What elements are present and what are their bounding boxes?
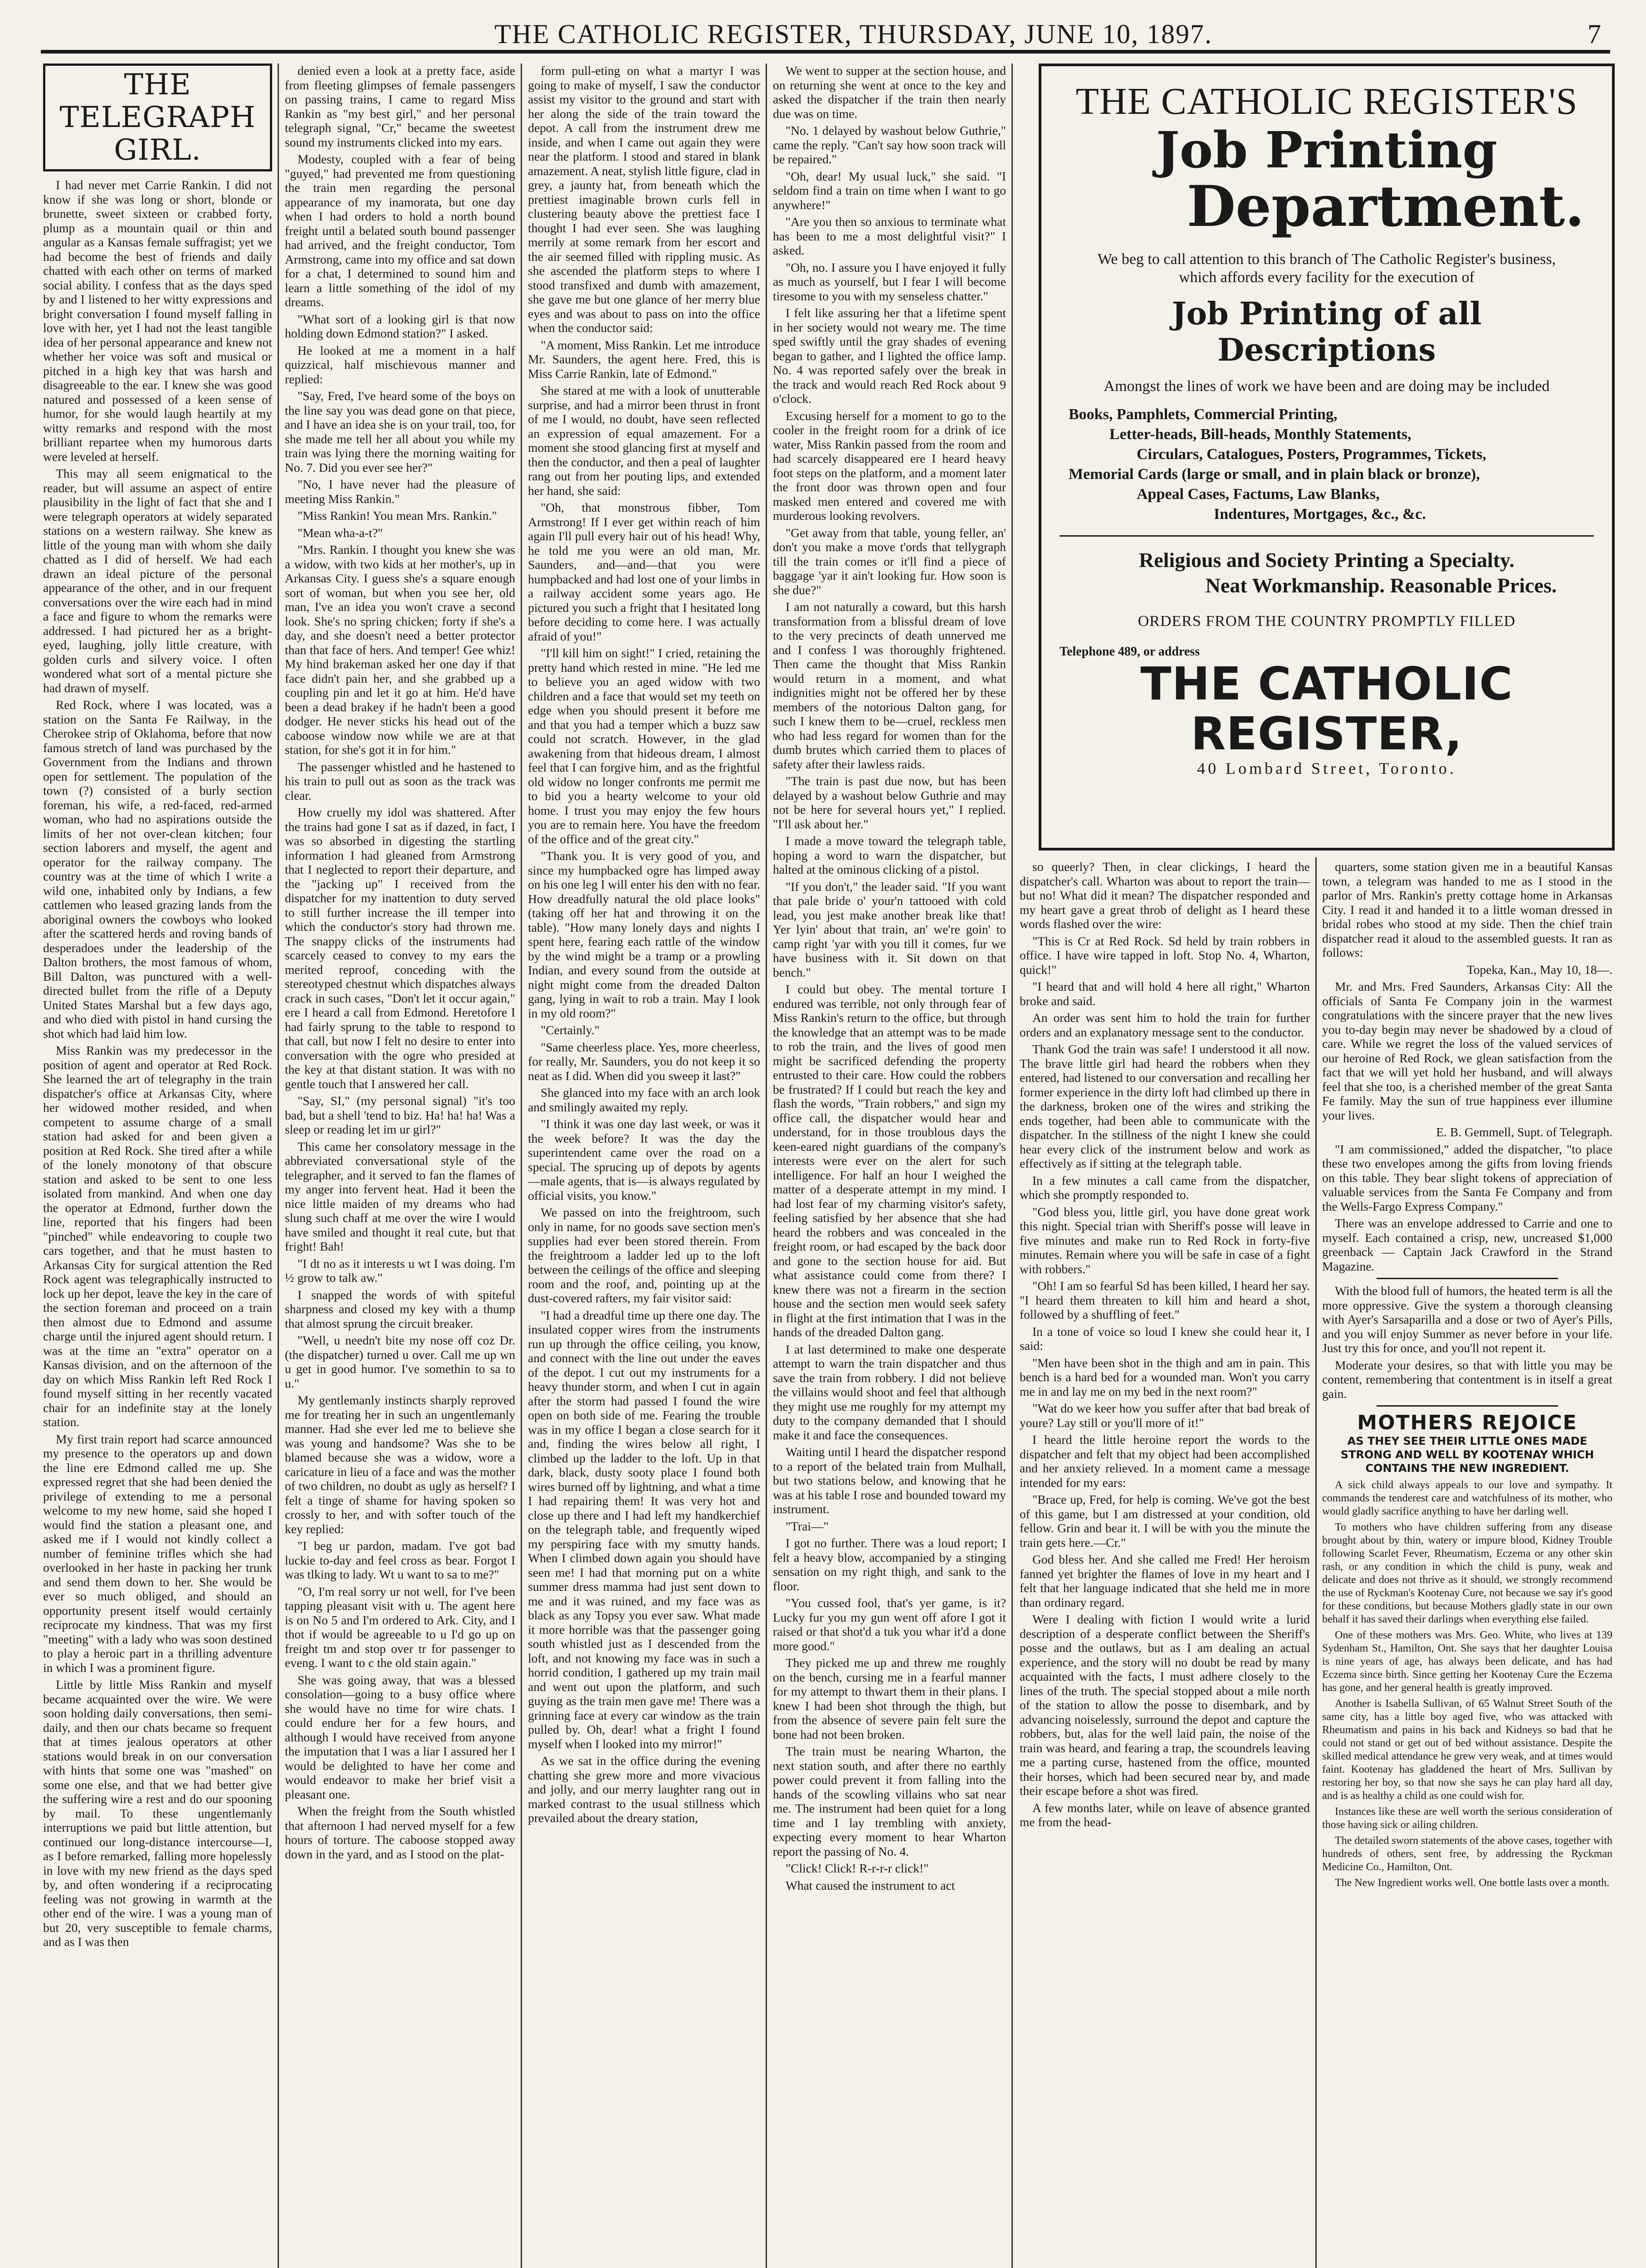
story-paragraph: form pull-eting on what a martyr I was going to make of myself, I saw the conductor assist my visitor to the ground and start with her along the side of the train toward the depot. A call from the instrument drew me inside, and when I came out again they were near the platform. I stood and stared in blank amazement. A neat, stylish little figure, clad in grey, a jaunty hat, from beneath which the prettiest imaginable brown curls fell in clustering beauty above the prettiest face I thought I had ever seen. She was laughing merrily at some remark from her escort and the air seemed filled with rippling music. As she ascended the platform steps to where I stood transfixed and dumb with amazement, she gave me but one glance of her merry blue eyes and was about to pass on into the office when the conductor said: [528,64,760,335]
ad-title-line3: Department. [1187,174,1585,240]
job-printing-ad [1039,64,1615,850]
story-paragraph: quarters, some station given me in a beautiful Kansas town, a telegram was handed to me as I stood in the parlor of Mrs. Rankin's pretty cottage home in Arkansas City. I read it and handed it to a little woman dressed in bridal robes who stood at my side. Then the chief train dispatcher read it aloud to the assembled guests. It ran as follows: [1322,860,1612,959]
story-paragraph: "I dt no as it interests u wt I was doing. I'm ½ grow to talk aw." [285,1256,515,1285]
masthead [41,9,1610,54]
story-paragraph: My gentlemanly instincts sharply reproved me for treating her in such an ungentlemanly manner. Had she ever led me to believe she was young and handsome? Was she to be blamed because she was a widow, wore a caricature in lieu of a face and was the mother of two children, no doubt as ugly as herself? I felt a tinge of shame for having spoken so crossly to her, and with softer touch of the key replied: [285,1393,515,1536]
story-paragraph: "I had a dreadful time up there one day. The insulated copper wires from the instruments run up through the office ceiling, you know, and connect with the line out under the eaves of the depot. I cut out my instruments for a heavy thunder storm, and when I cut in again after the storm had passed I found the wire open on both side of me. Fearing the trouble was in my office I began a close search for it and, finding the wires below all right, I climbed up the ladder to the loft. Up in that dark, black, dusty sooty place I found both wires burned off by lightning, and what a time I had repairing them! It was very hot and close up there and I had left my handkerchief on the telegraph table, and frequently wiped my perspiring face with my smutty hands. When I climbed down again you should have seen me! I had that morning put on a white summer dress mamma had just sent down to me and it was ruined, and my face was as black as any Topsy you ever saw. What made it more horrible was that the passenger going south whistled just as I descended from the loft, and not knowing my face was in such a horrid condition, I gathered up my train mail and went out upon the platform, and such guying as the train men gave me! There was a grinning face at every car window as the train pulled by. Oh, dear! what a fright I found myself when I looked into my mirror!" [528,1308,760,1751]
story-paragraph: She was going away, that was a blessed consolation—going to a busy office where she would have no time for wire chats. I could endure her for a few hours, and although I would have received from anyone the imputation that I was a liar I assured her I would be delighted to have her come and would endeavor to make her brief visit a pleasant one. [285,1672,515,1801]
ad-neat: Neat Workmanship. Reasonable Prices. [1205,574,1557,597]
story-paragraph: "God bless you, little girl, you have done great work this night. Special trian with Sheriff's posse will leave in five minutes and make run to Red Rock in forty-five minutes. Remain where you will be safe in case of a fight with robbers." [1020,1204,1310,1276]
story-paragraph: "The train is past due now, but has been delayed by a washout below Guthrie and may not be here for several hours yet," I replied. "I'll ask about her." [773,774,1006,831]
story-paragraph: This came her consolatory message in the abbreviated conversational style of the telegrapher, and it served to fan the flames of my anger into fervent heat. Had it been the nice little maiden of my dreams who had slung such chaff at me over the wire I would have smiled and thought it real cute, but that fright! Bah! [285,1139,515,1253]
story-paragraph: I heard the little heroine report the words to the dispatcher and felt that my object had been accomplished and her anxiety relieved. In a moment came a message intended for my ears: [1020,1432,1310,1490]
story-paragraph: "No. 1 delayed by washout below Guthrie," came the reply. "Can't say how soon track will be repaired." [773,123,1006,166]
section-divider [1377,1278,1558,1279]
story-paragraph: so queerly? Then, in clear clickings, I heard the dispatcher's call. Wharton was about to report the train—but no! What did it mean? The dispatcher responded and my heart gave a great throb of delight as I heard these words flashed over the wire: [1020,860,1310,931]
story-paragraph: denied even a look at a pretty face, aside from fleeting glimpses of female passengers on passing trains, I came to regard Miss Rankin as "my best girl," and her personal telegraph signal, "Cr," became the sweetest sound my instruments clicked into my ears. [285,64,515,149]
story-paragraph: "Mean wha-a-t?" [298,525,383,540]
story-paragraph: "Say, SI," (my personal signal) "it's too bad, but a shell 'tend to biz. Ha! ha! ha! Was a sleep or reading let im ur girl?" [285,1094,515,1136]
column-rule [1011,64,1013,2268]
ad-title-line1: THE CATHOLIC REGISTER'S [1075,80,1578,122]
story-paragraph: "O, I'm real sorry ur not well, for I've been tapping pleasant visit with u. The agent here is on No 5 and I'm ordered to Ark. City, and I thot if would be agreeable to u I'd go up on freight tm and stop over tr for passenger to eveng. I want to c the old stain again." [285,1584,515,1670]
story-paragraph: My first train report had scarce announced my presence to the operators up and down the line ere Edmond called me up. She expressed regret that she had been denied the privilege of extending to me a personal welcome to my new home, said she hoped I would find the station a pleasant one, and asked me if I would not kindly collect a number of feminine trifles which she had overlooked in her haste in packing her trunk and send them down to her. She would be ever so much obliged, and should an opportunity present itself would certainly reciprocate my kindness. That was my first "meeting" with a lady who was soon destined to play a heroic part in a thrilling adventure in which I was a prominent figure. [43,1432,272,1675]
story-paragraph: What caused the instrument to act [786,1878,955,1892]
story-paragraph: We passed on into the freightroom, such only in name, for no goods save section men's supplies had ever been stored therein. From the freightroom a ladder led up to the loft between the ceilings of the office and sleeping room and the roof, and, pointing up at the dust-covered rafters, my fair visitor said: [528,1205,760,1305]
mothers-headline-block [1322,1411,1612,1475]
story-paragraph: This may all seem enigmatical to the reader, but will assume an aspect of entire plausibility in the light of fact that she and I were telegraph operators at widely separated stations on a western railway. She knew as little of the young man with whom she daily chatted as I did of herself. We had each drawn an ideal picture of the personal appearance of the other, and in our frequent conversations over the wire each had in mind a face and figure to whom the remarks were addressed. I had pictured her as a bright-eyed, laughing, jolly little creature, with golden curls and silvery voice. I often wondered what sort of a mental picture she had drawn of myself. [43,466,272,695]
telegram-dateline: Topeka, Kan., May 10, 18—. [1466,962,1612,977]
filler-paragraph: Moderate your desires, so that with little you may be content, remembering that contentment is in itself a great gain. [1322,1358,1612,1401]
mothers-paragraph: One of these mothers was Mrs. Geo. White, who lives at 139 Sydenham St., Hamilton, Ont. She says that her daughter Louisa is nine years of age, has always been delicate, and has had Eczema since birth. Since getting her Kootenay Cure the Eczema has gone, and her general health is greatly improved. [1322,1629,1612,1694]
story-paragraph: She stared at me with a look of unutterable surprise, and had a mirror been thrust in front of me I would, no doubt, have seen reflected an expression of equal amazement. For a moment she stood glancing first at myself and then the conductor, and then a peal of laughter rang out from her pouting lips, and extended her hand, she said: [528,383,760,498]
ad-religious: Religious and Society Printing a Specialty. [1138,548,1515,572]
story-paragraph: "Get away from that table, young feller, an' don't you make a move t'ords that tellygraph till the train comes or it'll find a piece of baggage 'yar it ain't looking fur. How soon is she due?" [773,525,1006,597]
story-paragraph: An order was sent him to hold the train for further orders and an explanatory message sent to the conductor. [1020,1011,1310,1039]
story-paragraph: I snapped the words of with spiteful sharpness and closed my key with a thump that almost sprung the circuit breaker. [285,1287,515,1330]
story-column-6 [1322,860,1612,2268]
story-paragraph: I at last determined to make one desperate attempt to warn the train dispatcher and thus save the train from robbery. I did not believe the villains would shoot and feel that although they might use me roughly for my attempt my duty to the company demanded that I should make it and face the consequences. [773,1342,1006,1442]
story-paragraph: Thank God the train was safe! I understood it all now. The brave little girl had heard the robbers when they entered, had listened to our conversation and recalling her former experience in the dirty loft had climbed up there in the darkness, broken one of the wires and striking the ends together, had been able to communicate with the dispatcher. In the stillness of the night I knew she could hear every click of the instrument below and work as effectively as if sitting at the telegraph table. [1020,1042,1310,1170]
story-paragraph: A few months later, while on leave of absence granted me from the head- [1020,1800,1310,1829]
story-paragraph: "Miss Rankin! You mean Mrs. Rankin." [298,508,497,523]
story-paragraph: I had never met Carrie Rankin. I did not know if she was long or short, blonde or brunette, sweet sixteen or crabbed forty, plump as a mountain quail or thin and angular as a Kansas female suffragist; yet we had become the best of friends and daily chatted with each other on terms of marked social ability. I confess that as the days sped by and I listened to her witty expressions and bright conversation I found myself falling in love with her, yet I had not the least tangible idea of her personal appearance and knew not whether her voice was soft and musical or pitched in a high key that was harsh and disagreeable to the ear. I knew she was good natured and possessed of a keen sense of humor, for she would laugh heartily at my witty remarks and respond with the most brilliant repartee when my humorous darts were leveled at herself. [43,178,272,464]
column-rule [1315,857,1317,2268]
story-paragraph: Waiting until I heard the dispatcher respond to a report of the belated train from Mulhall, but two stations below, and knowing that he was at his table I rose and bounded toward my instrument. [773,1445,1006,1516]
story-paragraph: "Click! Click! R-r-r-r click!" [786,1861,929,1875]
ad-service-item: Memorial Cards (large or small, and in plain black or bronze), [1069,466,1480,483]
story-paragraph: "Brace up, Fred, for help is coming. We've got the best of this game, but I am distressed at your condition, old fellow. Grin and bear it. I will be with you the minute the train gets here.—Cr." [1020,1492,1310,1549]
mothers-paragraph: To mothers who have children suffering from any disease brought about by thin, watery or impure blood, Kidney Trouble following Scarlet Fever, Rheumatism, Eczema or any other skin rash, or any condition in which the child is puny, weak and delicate and does not thrive as it should, we strongly recommend the use of Ryckman's Kootenay Cure, not because we say it's good for these conditions, but because Mothers gladly state in our own behalf it has saved their darlings when everything else failed. [1322,1521,1612,1625]
story-paragraph: In a tone of voice so loud I knew she could hear it, I said: [1020,1324,1310,1353]
story-paragraph: "Well, u needn't bite my nose off coz Dr. (the dispatcher) turned u over. Call me up wn u get in good humor. I've somethin to sa to u." [285,1333,515,1390]
story-paragraph: There was an envelope addressed to Carrie and one to myself. Each contained a crisp, new, uncreased $1,000 greenback — Captain Jack Crawford in the Strand Magazine. [1322,1216,1612,1273]
story-paragraph: "Oh, that monstrous fibber, Tom Armstrong! If I ever get within reach of him again I'll pull every hair out of his head! Why, he told me you were an old man, Mr. Saunders, and—and—that you were humpbacked and had lost one of your limbs in a railway accident some years ago. He pictured you such a fright that I hesitated long before deciding to come here. I was actually afraid of you!" [528,500,760,643]
mothers-headline: MOTHERS REJOICE [1357,1411,1578,1434]
filler-paragraph: With the blood full of humors, the heated term is all the more oppressive. Give the system a thorough cleansing with Ayer's Sarsaparilla and a dose or two of Ayer's Pills, and you will enjoy Summer as never before in your life. Just try this for once, and you'll not repent it. [1322,1284,1612,1355]
story-paragraph: He looked at me a moment in a half quizzical, half mischievous manner and replied: [285,343,515,386]
story-paragraph: "Oh! I am so fearful Sd has been killed, I heard her say. "I heard them threaten to kill him and heard a shot, followed by a shuffling of feet." [1020,1279,1310,1321]
story-paragraph: "Men have been shot in the thigh and am in pain. This bench is a hard bed for a wounded man. Won't you carry me in and lay me on my bed in the next room?" [1020,1355,1310,1398]
mothers-body [1322,1479,1612,1890]
story-paragraph: "Certainly." [541,1023,600,1037]
story-paragraph: "What sort of a looking girl is that now holding down Edmond station?" I asked. [285,312,515,340]
ad-address: 40 Lombard Street, Toronto. [1197,759,1456,777]
story-paragraph: I got no further. There was a loud report; I felt a heavy blow, accompanied by a stinging sensation on my right thigh, and sank to the floor. [773,1536,1006,1593]
story-paragraph: The passenger whistled and he hastened to his train to pull out as soon as the track was clear. [285,759,515,802]
story-paragraph: "Same cheerless place. Yes, more cheerless, for really, Mr. Saunders, you do not keep it so neat as I did. When did you sweep it last?" [528,1040,760,1083]
story-paragraph: "Say, Fred, I've heard some of the boys on the line say you was dead gone on that piece, and I have an idea she is on your trail, too, for she made me tell her all about you while my train was lying there the morning waiting for No. 7. Did you ever see her?" [285,389,515,474]
story-paragraph: "A moment, Miss Rankin. Let me introduce Mr. Saunders, the agent here. Fred, this is Miss Carrie Rankin, late of Edmond." [528,337,760,381]
story-paragraph: How cruelly my idol was shattered. After the trains had gone I sat as if dazed, in fact, I was so absorbed in digesting the startling information I had gleaned from Armstrong that I neglected to report their departure, and the "jacking up" I received from the dispatcher for my inattention to duty served to still further increase the ill temper into which the conductor's story had thrown me. The snappy clicks of the instruments had scarcely ceased to convey to my ears the merited reproof, conceding with the stereotyped chestnut which dispatches always crack in such cases, "Don't let it occur again," ere I heard a call from Edmond. Heretofore I had fairly sprung to the table to respond to that call, but now I felt no desire to enter into conversation with the ogre who presided at the key at that distant station. It was with no gentle touch that I answered her call. [285,805,515,1091]
story-paragraph: Were I dealing with fiction I would write a lurid description of a desperate conflict between the Sheriff's posse and the outlaws, but as I am dealing an actual experience, and the story will no doubt be read by many acquainted with the facts, I must adhere closely to the lines of the truth. The special stopped about a mile north of the station to allow the posse to disembark, and by advancing noiselessly, surround the depot and capture the robbers, but, alas for the well laid pain, the noise of the train was heard, and fearing a trap, the scoundrels leaving me a parting curse, hastened from the office, mounted their horses, which had been secured near by, and made their escape before a shot was fired. [1020,1612,1310,1798]
ad-paper-name: THE CATHOLIC REGISTER, [1140,657,1513,760]
story-paragraph: "I beg ur pardon, madam. I've got bad luckie to-day and feel cross as bear. Forgot I was tlking to lady. Wt u want to sa to me?" [285,1539,515,1581]
masthead-title: THE CATHOLIC REGISTER, THURSDAY, JUNE 10, 1897. [494,19,1212,49]
story-paragraph: Modesty, coupled with a fear of being "guyed," had prevented me from questioning the train men regarding the personal appearance of my inamorata, but one day when I had orders to hold a north bound freight until a belated south bound passenger had arrived, and the freight conductor, Tom Armstrong, came into my office and sat down for a chat, I determined to sound him and learn a little something of the idol of my dreams. [285,152,515,309]
story-paragraph: "If you don't," the leader said. "If you want that pale bride o' your'n tattooed with cold lead, you jest make another break like that! Yer lyin' about that train, an' we're goin' to camp right 'yar with you till it comes, fur we have business with it. Sit down on that bench." [773,879,1006,979]
story-paragraph: "I'll kill him on sight!" I cried, retaining the pretty hand which rested in mine. "He led me to believe you an aged widow with two children and a face that would set my teeth on edge when you should present it before me and that you had a temper which a buzz saw could not scratch. However, in the glad awakening from that hideous dream, I almost feel that I can forgive him, and as the frightful old widow no longer confronts me permit me to bid you a hearty welcome to your old home. I trust you may enjoy the few hours you are to remain here. You have the freedom of the office and of the great city." [528,646,760,846]
story-column-4 [773,64,1006,2268]
story-paragraph: They picked me up and threw me roughly on the bench, cursing me in a fearful manner for my attempt to thwart them in their plans. I knew I had been shot through the thigh, but from the absence of severe pain felt sure the bone had not been broken. [773,1656,1006,1741]
story-paragraph: "You cussed fool, that's yer game, is it? Lucky fur you my gun went off afore I got it raised or that shot'd a tuk you whar it'd a done more good." [773,1596,1006,1653]
story-paragraph: "I think it was one day last week, or was it the week before? It was the day the superintendent came over the road on a special. The sprucing up of depots by agents—male agents, that is—is always regulated by official visits, you know." [528,1117,760,1202]
column-rule [278,64,279,2268]
story-paragraph: "I am commissioned," added the dispatcher, "to place these two envelopes among the gifts from loving friends on this table. They bear slight tokens of appreciation of valuable services from the Santa Fe Company and from the Wells-Fargo Express Company." [1322,1142,1612,1213]
mothers-paragraph: Instances like these are well worth the serious consideration of those having sick or ailing children. [1322,1806,1612,1831]
mothers-paragraph: A sick child always appeals to our love and sympathy. It commands the tenderest care and watchfulness of its mother, who would gladly sacrifice anything to have her darling well. [1322,1479,1612,1517]
story-paragraph: I am not naturally a coward, but this harsh transformation from a blissful dream of love to the very precincts of death unnerved me and I confess I was thoroughly frightened. Then came the thought that Miss Rankin would return in a moment, and what indignities might not be offered her by these members of the notorious Dalton gang, for such I knew them to be—cruel, reckless men who had less regard for women than for the dumb brutes which carried them to places of safety after their lawless raids. [773,600,1006,771]
telegram-body: Mr. and Mrs. Fred Saunders, Arkansas City: All the officials of Santa Fe Company join in the warmest congratulations with the sincere prayer that the new lives you to-day begin may never be shadowed by a cloud of care. While we regret the loss of the valued services of our heroine of Red Rock, we glean satisfaction from the fact that we will yet hold her husband, and will always feel that she too, is a cherished member of the great Santa Fe family. May the sun of true happiness ever illumine your lives. [1322,979,1612,1122]
story-paragraph: In a few minutes a call came from the dispatcher, which she promptly responded to. [1020,1173,1310,1202]
story-paragraph: Little by little Miss Rankin and myself became acquainted over the wire. We were soon holding daily conversations, then semi-daily, and then our chats became so frequent that at times jealous operators at other stations would break in on our conversation with hints that some one was "mashed" on some one else, and that we had better give the suffering wire a rest and do our spooning by mail. To these ungentlemanly interruptions we paid but little attention, but continued our long-distance intercourse—I, as I before remarked, falling more hopelessly in love with my new friend as the days sped by, and often wondering if a reciprocating feeling was not growing in warmth at the other end of the wire. I was a young man of but 20, very susceptible to female charms, and as I was then [43,1677,272,1949]
story-paragraph: "Thank you. It is very good of you, and since my humpbacked ogre has limped away on his one leg I will enter his den with no fear. How dreadfully natural the old place looks" (taking off her hat and throwing it on the table). "How many lonely days and nights I spent here, fearing each rattle of the window by the wind might be a tramp or a prowling Indian, and every sound from the outside at night might come from the dreaded Dalton gang, lying in wait to rob a train. May I look in my old room?" [528,849,760,1020]
story-paragraph: Red Rock, where I was located, was a station on the Santa Fe Railway, in the Cherokee strip of Oklahoma, before that now famous stretch of land was purchased by the Government from the Indians and thrown open for settlement. The population of the town (?) consisted of a burly section foreman, his wife, a red-faced, red-armed woman, who had no aspirations outside the limits of her not over-clean kitchen; four section laborers and myself, the agent and operator for the railway company. The country was at the time of which I write a wild one, inhabited only by Indians, a few cattlemen who leased grazing lands from the aboriginal owners the cowboys who looked after the scattered herds and roving bands of desperadoes under the leadership of the Dalton brothers, the most famous of whom, Bill Dalton, was punctured with a well-directed bullet from the rifle of a Deputy United States Marshal but a few days ago, and who died with pistol in hand cursing the shot which had laid him low. [43,698,272,1041]
story-column-3 [528,64,760,2268]
ad-job-title: Job Printing of all Descriptions [1172,296,1482,368]
ad-title-line2: Job Printing [1156,121,1498,179]
mothers-paragraph: The New Ingredient works well. One bottle lasts over a month. [1335,1877,1610,1889]
ad-service-item: Circulars, Catalogues, Posters, Programmes, Tickets, [1137,446,1486,463]
story-paragraph: As we sat in the office during the evening chatting she grew more and more vivacious and jolly, and our merry laughter rang out in marked contrast to the usual stillness which prevailed about the dreary station, [528,1754,760,1825]
story-paragraph: "This is Cr at Red Rock. Sd held by train robbers in office. I have wire tapped in loft. Stop No. 4, Wharton, quick!" [1020,934,1310,977]
story-paragraph: "No, I have never had the pleasure of meeting Miss Rankin." [285,477,515,506]
ad-service-item: Appeal Cases, Factums, Law Blanks, [1137,486,1380,503]
story-paragraph: Miss Rankin was my predecessor in the position of agent and operator at Red Rock. She learned the art of telegraphy in the train dispatcher's office at Arkansas City, where her widowed mother resided, and when competent to assume charge of a small station had asked for and been given a position at Red Rock. She tired after a while of the lonely monotony of that obscure station and asked to be sent to one less isolated from mankind. And when one day the operator at Edmond, further down the line, reported that his fingers had been "pinched" while endeavoring to couple two cars together, and that he must hasten to Arkansas City for surgical attention the Red Rock agent was telegraphically instructed to lock up her depot, leave the key in the care of the section foreman and proceed on a train then almost due to Edmond and assume charge until the injured agent should return. I was at the time an "extra" operator on a Kansas division, and on the afternoon of the day on which Miss Rankin left Red Rock I found myself sitting in her recently vacated chair for an indefinite stay at the lonely station. [43,1043,272,1429]
story-paragraph: "Wat do we keer how you suffer after that bad break of youre? Lay still or you'll more of it!" [1020,1401,1310,1430]
ad-intro: We beg to call attention to this branch of The Catholic Register's business, which affords every facility for the execution of [1097,251,1556,286]
story-paragraph: "Are you then so anxious to terminate what has been to me a most delightful visit?" I asked. [773,215,1006,257]
story-column-5 [1020,860,1310,2268]
story-paragraph: "I heard that and will hold 4 here all right," Wharton broke and said. [1020,979,1310,1008]
ad-services-list [1069,405,1594,524]
mothers-subhead: AS THEY SEE THEIR LITTLE ONES MADE STRONG AND WELL BY KOOTENAY WHICH CONTAINS THE NEW INGREDIENT. [1340,1435,1594,1475]
story-paragraph: "Oh, no. I assure you I have enjoyed it fully as much as yourself, but I fear I will become tiresome to you with my senseless chatter." [773,260,1006,303]
story-headline: THE TELEGRAPH GIRL. [43,64,272,171]
column-rule [766,64,767,2268]
story-paragraph: God bless her. And she called me Fred! Her heroism fanned yet brighter the flames of love in my heart and I felt that her language indicated that she held me in more than ordinary regard. [1020,1552,1310,1609]
telegram-signature: E. B. Gemmell, Supt. of Telegraph. [1436,1125,1612,1139]
ad-telephone: Telephone 489, or address [1060,645,1200,659]
story-paragraph: When the freight from the South whistled that afternoon I had nerved myself for a few hours of torture. The caboose stopped away down in the yard, and as I stood on the plat- [285,1804,515,1861]
story-paragraph: I made a move toward the telegraph table, hoping a word to warn the dispatcher, but halted at the ominous clicking of a pistol. [773,834,1006,876]
story-paragraph: "Mrs. Rankin. I thought you knew she was a widow, with two kids at her mother's, up in Arkansas City. I guess she's a square enough sort of woman, but when you see her, old man, I've an idea you won't crave a second look. She's no spring chicken; forty if she's a day, and she doesn't need a better protector than that face of hers. And temper! Gee whiz! My hind brakeman asked her one day if that face didn't pain her, and she grabbed up a coupling pin and let it go at him. He'd have been a dead brakey if he hadn't been a good dodger. He never sticks his head out of the caboose window now while we are at that station, for she's got it in for him." [285,543,515,757]
story-column-1 [43,64,272,2268]
story-paragraph: I could but obey. The mental torture I endured was terrible, not only through fear of Miss Rankin's return to the office, but through the knowledge that an attempt was to be made to rob the train, and the lives of good men might be sacrificed defending the property entrusted to their care. How could the robbers be frustrated? If I could but reach the key and flash the words, "Train robbers," and sign my office call, the dispatcher would hear and understand, for in those troublous days the keen-eared night guardians of the company's interests were ever on the alert for such intelligence. For half an hour I weighed the matter of a desperate attempt in my mind. I had lost fear of my charming visitor's safety, feeling satisfied by her absence that she had heard the robbers and was concealed in the freight room, or had escaped by the back door and gone to the section house for aid. But what assistance could come from there? I knew there was not a firearm in the section house and the section men would seek safety in flight at the first intimation that I was in the hands of the dreaded Dalton gang. [773,982,1006,1339]
story-paragraph: We went to supper at the section house, and on returning she went at once to the key and asked the dispatcher if the train then nearly due was on time. [773,64,1006,121]
story-paragraph: The train must be nearing Wharton, the next station south, and after there no earthly power could prevent it from falling into the hands of the scowling villains who sat near me. The instrument had been quiet for a long time and I lay trembling with anxiety, expecting every moment to hear Wharton report the passing of No. 4. [773,1744,1006,1858]
section-divider [1377,1405,1558,1407]
ad-subtitle: Amongst the lines of work we have been and are doing may be included [1104,378,1550,395]
story-paragraph: "Oh, dear! My usual luck," she said. "I seldom find a train on time when I want to go anywhere!" [773,169,1006,212]
story-paragraph: Excusing herself for a moment to go to the cooler in the freight room for a drink of ice water, Miss Rankin passed from the room and had scarcely disappeared ere I heard heavy foot steps on the platform, and a moment later the front door was thrown open and four masked men entered and covered me with murderous looking revolvers. [773,408,1006,523]
column-rule [521,64,522,2268]
ad-service-item: Letter-heads, Bill-heads, Monthly Statements, [1109,426,1412,443]
ad-divider [1060,535,1594,537]
ad-service-item: Indentures, Mortgages, &c., &c. [1214,506,1426,523]
story-paragraph: She glanced into my face with an arch look and smilingly awaited my reply. [528,1085,760,1114]
story-column-2 [285,64,515,2268]
ad-service-item: Books, Pamphlets, Commercial Printing, [1069,406,1338,423]
mothers-paragraph: Another is Isabella Sullivan, of 65 Walnut Street South of the same city, has a little boy aged five, who was attacked with Rheumatism and pains in his back and Kidneys so bad that he could not stand or get out of bed without assistance. Despite the skilled medical attendance he grew very weak, and at times would faint. Kootenay has gladdened the heart of Mrs. Sullivan by restoring her boy, so that now she says he can play hard all day, and is as healthy a child as one could wish for. [1322,1698,1612,1802]
story-paragraph: I felt like assuring her that a lifetime spent in her society would not weary me. The time sped swiftly until the gray shades of evening began to gather, and I lighted the office lamp. No. 4 was reported safely over the break in the track and would reach Red Rock about 9 o'clock. [773,306,1006,406]
story-paragraph: "Trai—" [786,1519,829,1533]
ad-orders: ORDERS FROM THE COUNTRY PROMPTLY FILLED [1138,613,1516,630]
page-number: 7 [1587,19,1601,49]
mothers-paragraph: The detailed sworn statements of the above cases, together with hundreds of others, sent free, by addressing the Ryckman Medicine Co., Hamilton, Ont. [1322,1835,1612,1873]
